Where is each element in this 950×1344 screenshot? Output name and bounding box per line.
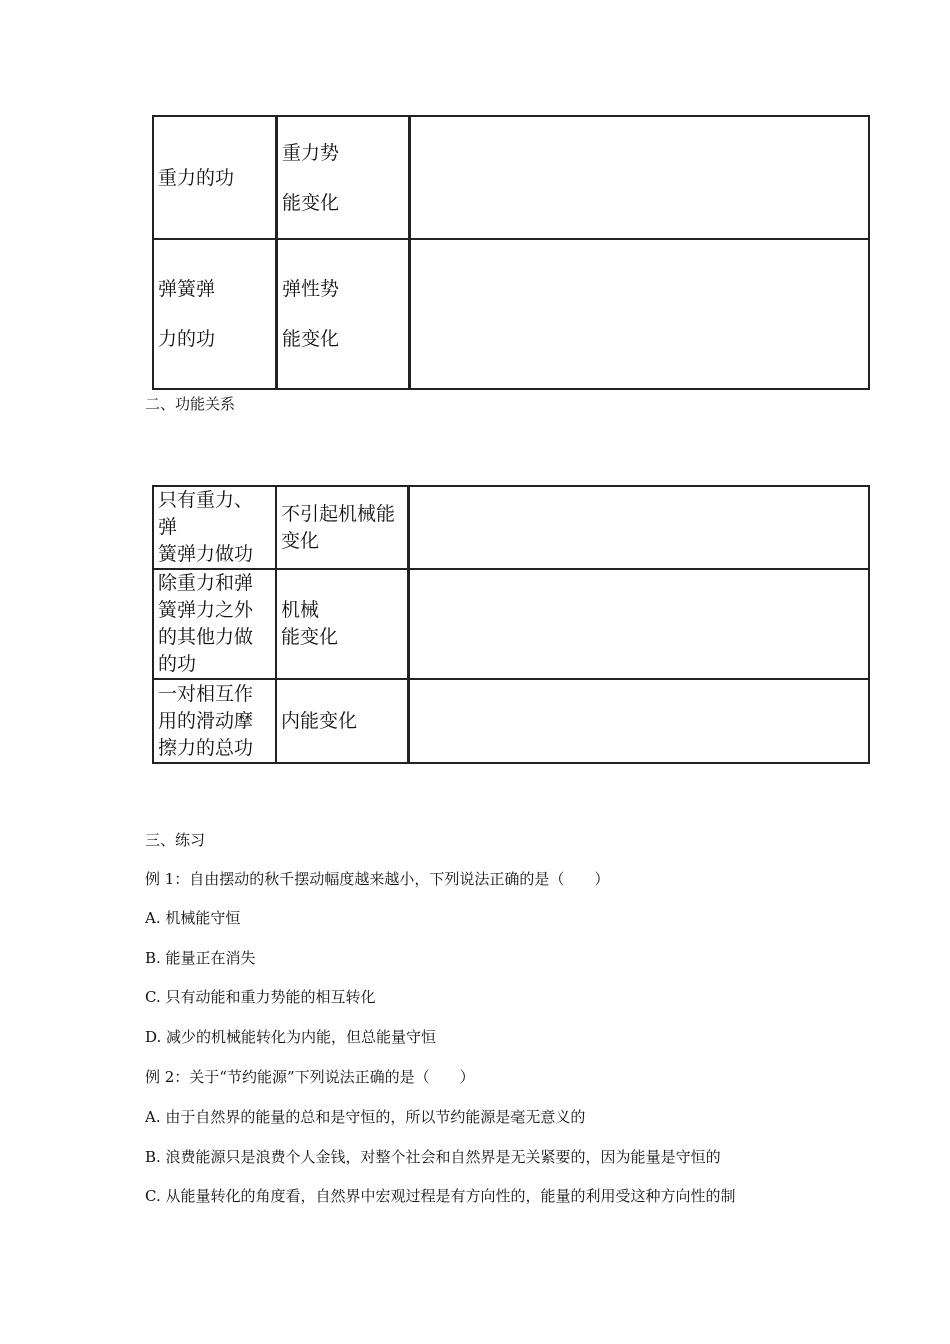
cell-text: 的功 [158,653,197,675]
cell-text: 擦力的总功 [158,736,254,759]
example2-question: 例 2：关于“节约能源”下列说法正确的是（ ） [145,1068,475,1086]
cell-text: 能变化 [282,328,340,350]
cell-text: 能变化 [281,626,339,648]
cell-text: 的其他力做 [158,626,254,648]
table-row [153,486,869,569]
example1-question: 例 1：自由摆动的秋千摆动幅度越来越小，下列说法正确的是（ ） [145,870,610,888]
table-cell [153,239,277,389]
table-cell [277,116,410,239]
table-cell [276,486,409,569]
table-cell-blank [409,486,870,569]
cell-text: 除重力和弹 [158,572,254,594]
example2-option-b: B. 浪费能源只是浪费个人金钱，对整个社会和自然界是无关紧要的，因为能量是守恒的 [145,1148,721,1166]
table-cell-blank [410,116,870,239]
example1-option-a: A. 机械能守恒 [145,909,241,927]
section-heading-functional-relations: 二、功能关系 [145,395,236,413]
section-heading-exercises: 三、练习 [145,831,206,849]
cell-text: 力的功 [158,328,216,350]
table-row [153,239,869,389]
cell-text: 机械 [281,599,320,621]
energy-work-table [152,115,870,390]
table-row [153,116,869,239]
cell-text: 内能变化 [281,709,358,732]
table-cell [277,239,410,389]
cell-text: 一对相互作 [158,682,254,705]
cell-text: 能变化 [282,191,340,214]
functional-relations-table [152,485,870,764]
cell-text: 重力势 [282,141,340,164]
cell-text: 弹性势 [282,278,340,300]
table-row [153,569,869,679]
cell-text: 只有重力、弹 [158,489,254,538]
table-cell [276,679,409,763]
table-cell [153,679,276,763]
table-row [153,679,869,763]
cell-text: 变化 [281,529,320,552]
cell-text: 簧弹力做功 [158,543,254,565]
cell-text: 簧弹力之外 [158,599,254,621]
cell-text: 弹簧弹 [158,278,216,300]
cell-text: 重力的功 [158,166,235,189]
table-cell [153,116,277,239]
table-cell-blank [409,679,870,763]
table-cell-blank [409,569,870,679]
table-cell [153,569,276,679]
example1-option-d: D. 减少的机械能转化为内能，但总能量守恒 [145,1028,437,1046]
cell-text: 用的滑动摩 [158,709,254,732]
table-cell [276,569,409,679]
example1-option-c: C. 只有动能和重力势能的相互转化 [145,988,376,1006]
table-cell [153,486,276,569]
example2-option-a: A. 由于自然界的能量的总和是守恒的，所以节约能源是毫无意义的 [145,1108,586,1126]
example1-option-b: B. 能量正在消失 [145,949,256,967]
cell-text: 不引起机械能 [281,502,396,525]
table-cell-blank [410,239,870,389]
example2-option-c: C. 从能量转化的角度看，自然界中宏观过程是有方向性的，能量的利用受这种方向性的制 [145,1187,736,1205]
